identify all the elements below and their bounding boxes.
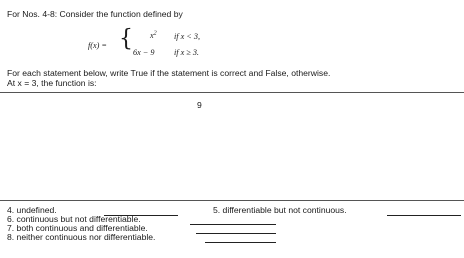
- statement-6: 6. continuous but not differentiable.: [7, 214, 141, 224]
- brace: {: [119, 25, 133, 52]
- statement-4: 4. undefined.: [7, 205, 57, 215]
- answer-blank-7[interactable]: [196, 233, 276, 234]
- answer-blank-5[interactable]: [387, 215, 461, 216]
- case-2-expression: 6x − 9: [133, 48, 155, 57]
- question: At x = 3, the function is:: [7, 78, 97, 88]
- divider-top: [0, 92, 464, 93]
- statement-7: 7. both continuous and differentiable.: [7, 223, 148, 233]
- function-lhs: f(x) =: [88, 41, 107, 50]
- answer-blank-6[interactable]: [190, 224, 276, 225]
- answer-blank-8[interactable]: [205, 242, 276, 243]
- case-1-expression: $x^2$: [150, 30, 157, 40]
- instructions: For each statement below, write True if the statement is correct and False, otherwise.: [7, 68, 331, 78]
- heading: For Nos. 4-8: Consider the function defined by: [7, 9, 183, 19]
- divider-bottom: [0, 200, 464, 201]
- case-2-condition: if x ≥ 3.: [174, 48, 199, 57]
- case-1-condition: if x < 3,: [174, 32, 200, 41]
- statement-8: 8. neither continuous nor differentiable.: [7, 232, 156, 242]
- statement-5: 5. differentiable but not continuous.: [213, 205, 347, 215]
- center-value: 9: [197, 100, 202, 110]
